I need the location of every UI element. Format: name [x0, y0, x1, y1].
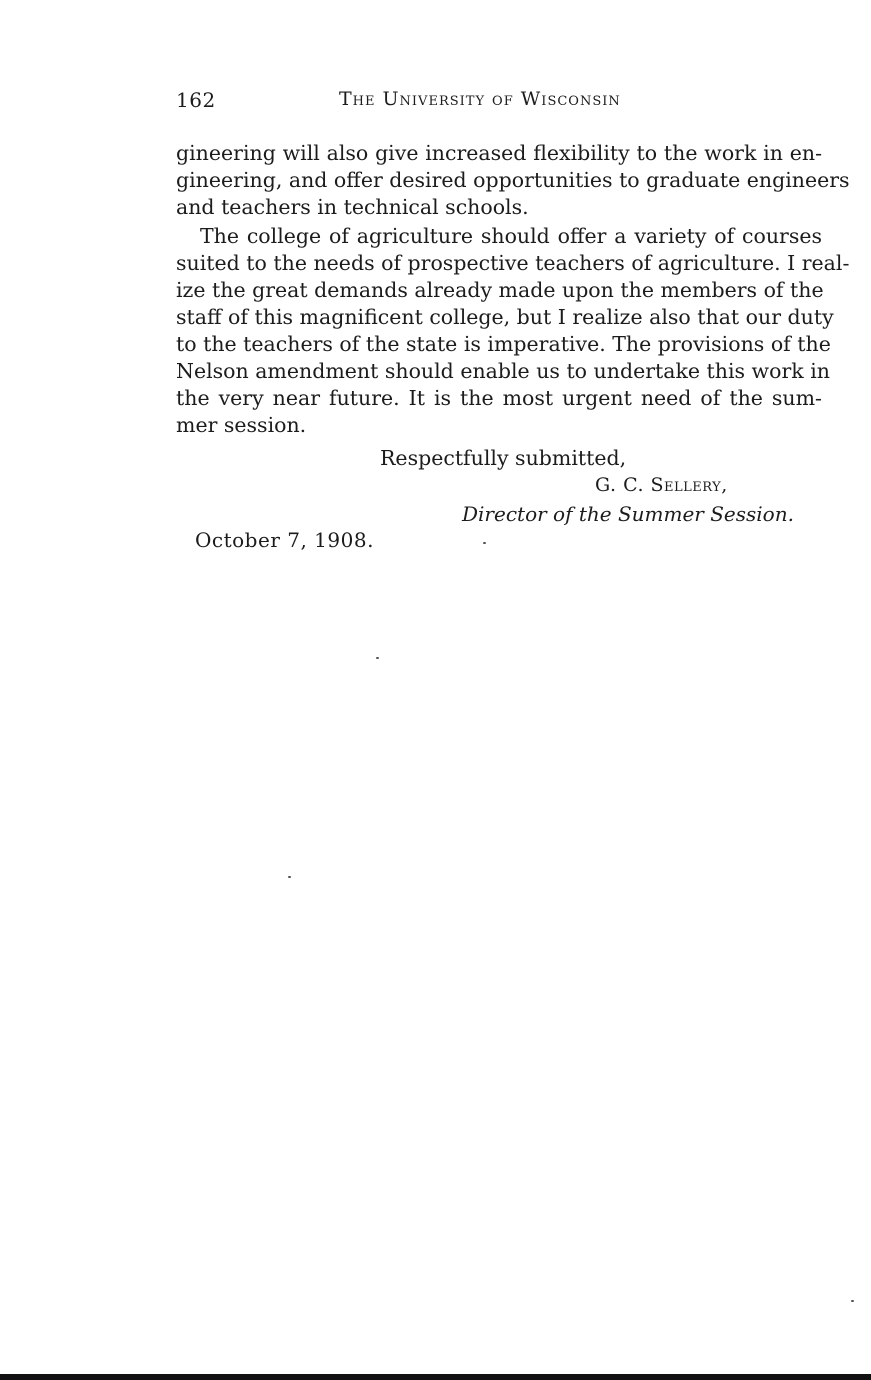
page-header: [176, 88, 822, 116]
text-line: Nelson amendment should enable us to undertake this work in: [176, 359, 830, 383]
signature-name: [595, 474, 728, 496]
signatory-title: Director of the Summer Session.: [462, 502, 794, 526]
text-line: The college of agriculture should offer a variety of courses: [200, 224, 822, 248]
signatory-name: G. C. Sellery,: [595, 474, 728, 496]
text-line: ize the great demands already made upon the members of the: [176, 278, 824, 302]
scan-speck: [288, 876, 291, 878]
letter-date: October 7, 1908.: [195, 528, 374, 552]
text-line: to the teachers of the state is imperative. The provisions of the: [176, 332, 831, 356]
running-head: The University of Wisconsin: [339, 88, 621, 110]
scan-speck: [483, 542, 486, 544]
page-number: 162: [176, 88, 216, 112]
text-line: gineering, and offer desired opportunities to graduate engineers: [176, 168, 850, 192]
text-line: mer session.: [176, 413, 307, 437]
text-line: and teachers in technical schools.: [176, 195, 529, 219]
body-text: [176, 140, 850, 439]
paragraph-agriculture: [176, 223, 850, 439]
text-line: gineering will also give increased flexibility to the work in en-: [176, 141, 822, 165]
scan-bottom-edge: [0, 1374, 871, 1380]
paragraph-engineering: [176, 140, 850, 221]
scan-speck: [851, 1300, 854, 1302]
text-line: staff of this magnificent college, but I realize also that our duty: [176, 305, 834, 329]
closing-salutation: Respectfully submitted,: [380, 446, 627, 470]
text-line: the very near future. It is the most urgent need of the sum-: [176, 386, 822, 410]
text-line: suited to the needs of prospective teachers of agriculture. I real-: [176, 251, 850, 275]
scan-speck: [376, 657, 379, 659]
